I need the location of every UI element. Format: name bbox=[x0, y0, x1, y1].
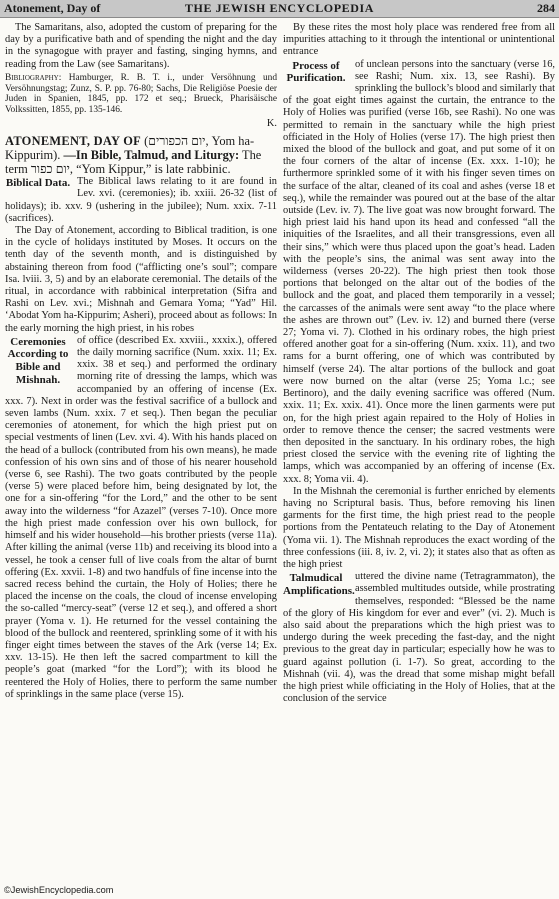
mishnah-paragraph: In the Mishnah the ceremonial is further enriched by elements having no Scriptural basis. Thus, before removing his linen garments for the first time, the high priest read to the people portions from the Pentateuch relating to the Day of Atonement (Yoma vii. 1). The Mishnah reproduces the exact wording of the three confessions (iii. 8, iv. 2, vi. 2); it states also that as often as the high priest bbox=[283, 485, 555, 570]
ceremonies-paragraph bbox=[5, 335, 277, 701]
samaritans-paragraph: The Samaritans, also, adopted the custom of preparing for the day by a purificative bath and of spending the night and the day in the synagogue with prayer and fasting, singing hymns, and reading from the Law (see Samaritans). bbox=[5, 22, 277, 70]
sidenote-talmudical: Talmudical Amplifications. bbox=[283, 572, 355, 597]
running-header bbox=[0, 0, 559, 18]
sidenote-purification: Process of Purification. bbox=[286, 59, 346, 85]
article-subtitle: —In Bible, Talmud, and Liturgy: bbox=[63, 148, 240, 163]
author-signature: K. bbox=[266, 118, 277, 129]
article-heading bbox=[5, 134, 277, 176]
header-publication-title: THE JEWISH ENCYCLOPEDIA bbox=[184, 1, 375, 15]
article-title: ATONEMENT, DAY OF bbox=[5, 134, 142, 149]
day-of-atonement-paragraph: The Day of Atonement, according to Biblical tradition, is one in the cycle of holidays instituted by Moses. It occurs on the tenth day of the seventh month, and is distinguished by abstaining thereon from food (“afflicting one’s soul”; compare Isa. lviii. 3, 5) and by an elaborate ceremonial. The details of the ritual, in accordance with rabbinical interpretation (Sifra and Rashi on Lev. xvi.; Mishnah and Gemara Yoma; “Yad” Hil. ‘Abodat Yom ha-Kippurim; Asheri), proceed about as follows: In the early morning the high priest, in his robes bbox=[5, 225, 277, 334]
bibliography-text: Hamburger, R. B. T. i., under Versöhnung und Versöhnungstag; Zunz, S. P. pp. 76-80; Sachs, Die Religiöse Poesie der Juden in Spanien, 1845, pp. 172 et seq.; Brueck, Pharisäische Volkssitten, 1855, pp. 135-146. bbox=[5, 72, 278, 116]
bibliography bbox=[5, 73, 277, 116]
sidenote-biblical-data: Biblical Data. bbox=[5, 177, 71, 190]
article-subtitle-tail: The term יום כפור, “Yom Kippur,” is late rabbinic. bbox=[5, 148, 262, 177]
header-article-name: Atonement, Day of bbox=[4, 1, 101, 15]
rites-paragraph-head: By these rites the most holy place was rendered free from all impurities attaching to it through the intentional or unintentional entrance bbox=[283, 22, 555, 58]
purification-paragraph bbox=[283, 59, 555, 486]
right-column bbox=[283, 22, 555, 705]
biblical-data-paragraph bbox=[5, 176, 277, 225]
talmudical-text: uttered the divine name (Tetragrammaton), the assembled multitudes outside, while prostrating themselves, responded: “Blessed be the name of the glory of His kingdom for ever and ever” (vi. 2). Much is also said about the preparations which the high priest was to undergo during the week preceding the fast-day, and the night previous to the great day in particular; especially how he was to guard against pollution (i. 1-7). So great, according to the Mishnah (vii. 4), was the dread that some mishap might befall the high priest while officiating in the Holy of Holies, that at the conclusion of the service bbox=[283, 571, 555, 705]
article-title-hebrew: (יום הכפורים, Yom ha-Kippurim). bbox=[5, 134, 255, 163]
talmudical-paragraph bbox=[283, 571, 555, 705]
sidenote-ceremonies: Ceremonies According to Bible and Mishnah. bbox=[7, 335, 69, 386]
purification-text: of unclean persons into the sanctuary (verse 16, see Rashi; Num. xix. 13, see Rashi). By sprinkling the bullock’s blood and similarly that of the goat eight times against the curtain, the entrance to the Holy of Holies was purified (verse 16b, see Rashi). No one was permitted to remain in the sanctuary while the high priest officiated in the Holy of Holies (verse 17). The high priest then mixed the blood of the bullock and goat, and put some of it on the four corners of the altar of incense (Ex. xxx. 1-10); he furthermore sprinkled some of it with his finger seven times on the surface of the altar, cleaned of its coal and ashes (verse 18 et seq.), while the remainder was poured out at the base of the altar outside (Lev. iv. 7). The live goat was now brought forward. The high priest laid his hand upon its head and confessed “all the iniquities of the Israelites, and all their transgressions, even all their sins,” which were thus placed upon the goat’s head. Laden with the people’s sins, the animal was sent away into the wilderness (verses 20-22). The high priest then took those portions that belonged on the altar out of the bodies of the bullock and the goat, and placed them temporarily in a vessel; the carcasses of the animals were sent away “to the place where the ashes are thrown out” (Lev. iv. 12) and burned there (verse 27; Yoma vi. 7). Clothed in his ordinary robes, the high priest offered another goat for a sin-offering (Num. xxix. 11), and two rams for a burnt offering, one of which was contributed by himself (verse 24). The altar portions of the bullock and goat were now burned on the altar (verse 25; Yoma l.c.; see Bertinoro), and the daily evening sacrifice was offered (Num. xxix. 11; Ex. xxix. 41). Once more the linen garments were put on, for the high priest again repaired to the Holy of Holies in order to remove thence the censer; the sacred vestments were then deposited in the sanctuary. In his ordinary robes, the high priest closed the service with the evening rite of lighting the lamps, which was accompanied by an offering of incense (Ex. xxx. 8; Yoma vii. 4). bbox=[283, 58, 555, 485]
bibliography-label: Bibliography: bbox=[5, 72, 62, 83]
header-page-number: 284 bbox=[537, 1, 555, 15]
ceremonies-text: of office (described Ex. xxviii., xxxix.), offered the daily morning sacrifice (Num. xxix. 11; Ex. xxix. 38 et seq.) and performed the ordinary morning rite of dressing the lamps, which was accompanied by an offering of incense (Ex. xxx. 7). Next in order was the festival sacrifice of a bullock and seven lambs (Num. xxix. 7 et seq.). Then began the peculiar ceremonies of atonement, for which the high priest put on special vestments of linen (Lev. xvi. 4). With his hands placed on the head of a bullock (contributed from his own means), he made confession of his own sins and of those of his nearer household (verse 6, see Rashi). The two goats contributed by the people (verse 5) were placed before him, being designated by lot, the one for a sin-offering “for the Lord,” and the other to be sent away into the wilderness “for Azazel” (verses 7-10). Once more the high priest made confession over his own bullock, for himself and his wider household—his brother priests (verse 11a). After killing the animal (verse 11b) and receiving its blood into a vessel, he took a censer full of live coals from the altar of burnt offering (Ex. xxvii. 1-8) and two handfuls of fine incense into the sacred recess behind the curtain, the Holy of Holies; there he placed the incense on the coals, the cloud of incense enveloping the so-called “mercy-seat” (verse 12 et seq.), and offered a short prayer (Yoma v. 1). He returned for the vessel containing the blood of the bullock and reentered, sprinkling some of it with his finger eight times between the staves of the Ark (verse 14; Ex. xxv. 13-15). He then left the sacred compartment to kill the people’s goat (marked “for the Lord”); with its blood he reentered the Holy of Holies, there to perform the same number of sprinklings in the same place (verse 15). bbox=[5, 334, 277, 700]
copyright-footer: ©JewishEncyclopedia.com bbox=[4, 885, 114, 895]
biblical-data-text: The Biblical laws relating to it are found in Lev. xvi. (ceremonies); ib. xxiii. 26-32 (list of holidays); ib. xxv. 9 (ushering in the jubilee); Num. xxix. 7-11 (sacrifices). bbox=[5, 176, 277, 224]
left-column bbox=[5, 22, 277, 701]
